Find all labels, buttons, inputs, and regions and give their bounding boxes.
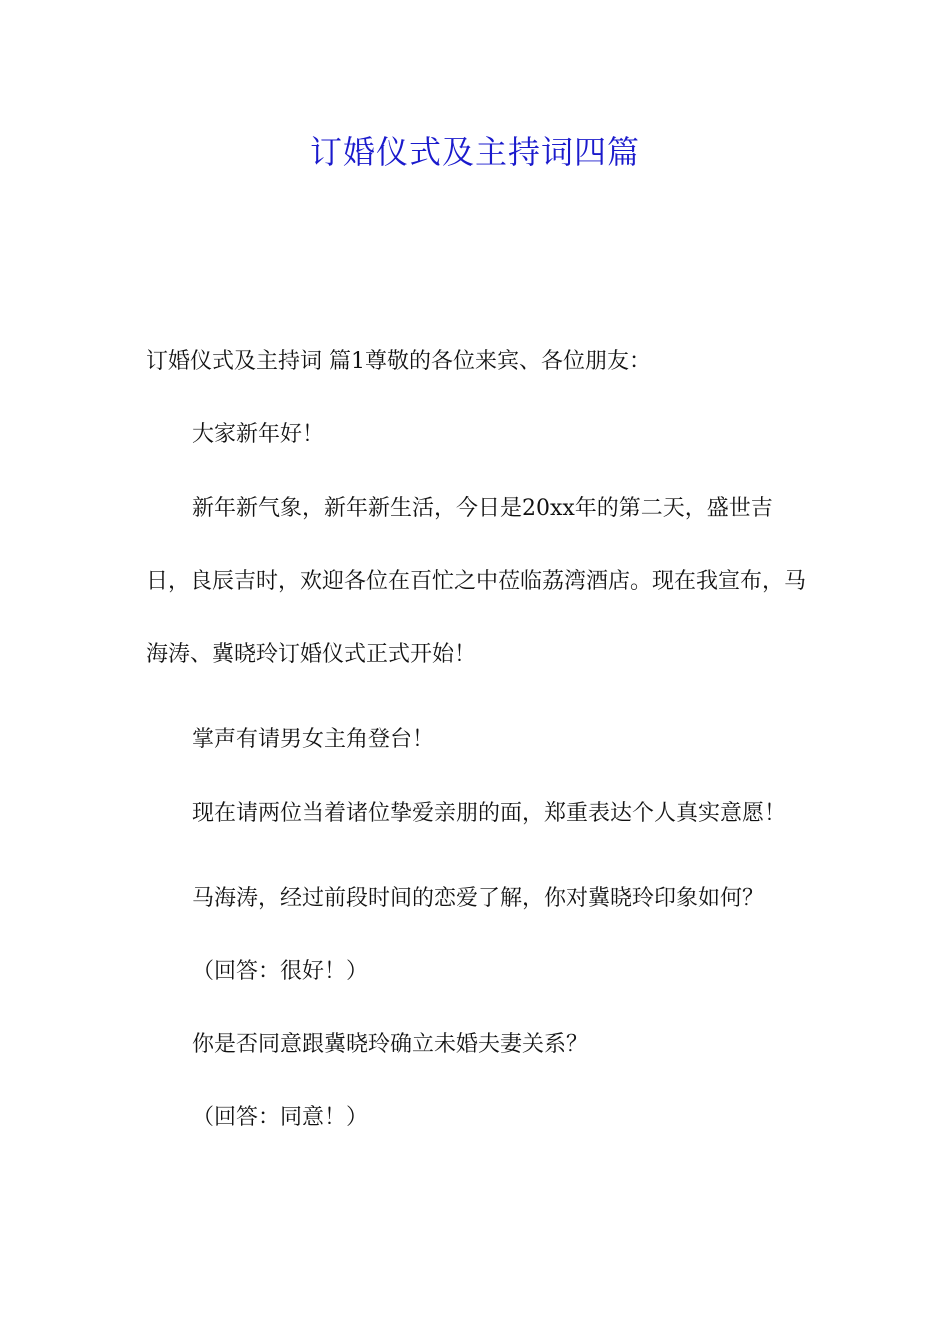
paragraph-opening: 订婚仪式及主持词 篇1尊敬的各位来宾、各位朋友：: [146, 349, 651, 374]
paragraph-question-2: 你是否同意跟冀晓玲确立未婚夫妻关系？: [192, 1032, 589, 1057]
paragraph-intention: 现在请两位当着诸位挚爱亲朋的面，郑重表达个人真实意愿！: [192, 801, 787, 826]
paragraph-answer-1: （回答：很好！）: [192, 959, 369, 984]
document-title: 订婚仪式及主持词四篇: [309, 133, 640, 171]
paragraph-announcement: 新年新气象，新年新生活，今日是20xx年的第二天，盛世吉日，良辰吉时，欢迎各位在百忙之中莅临荔湾酒店。现在我宣布，马海涛、冀晓玲订婚仪式正式开始！: [146, 496, 807, 667]
paragraph-question-1: 马海涛，经过前段时间的恋爱了解，你对冀晓玲印象如何？: [192, 886, 765, 911]
document-body: [146, 338, 806, 1167]
paragraph-applause: 掌声有请男女主角登台！: [192, 727, 435, 752]
paragraph-answer-2: （回答：同意！）: [192, 1105, 369, 1130]
paragraph-greeting: 大家新年好！: [192, 422, 325, 447]
